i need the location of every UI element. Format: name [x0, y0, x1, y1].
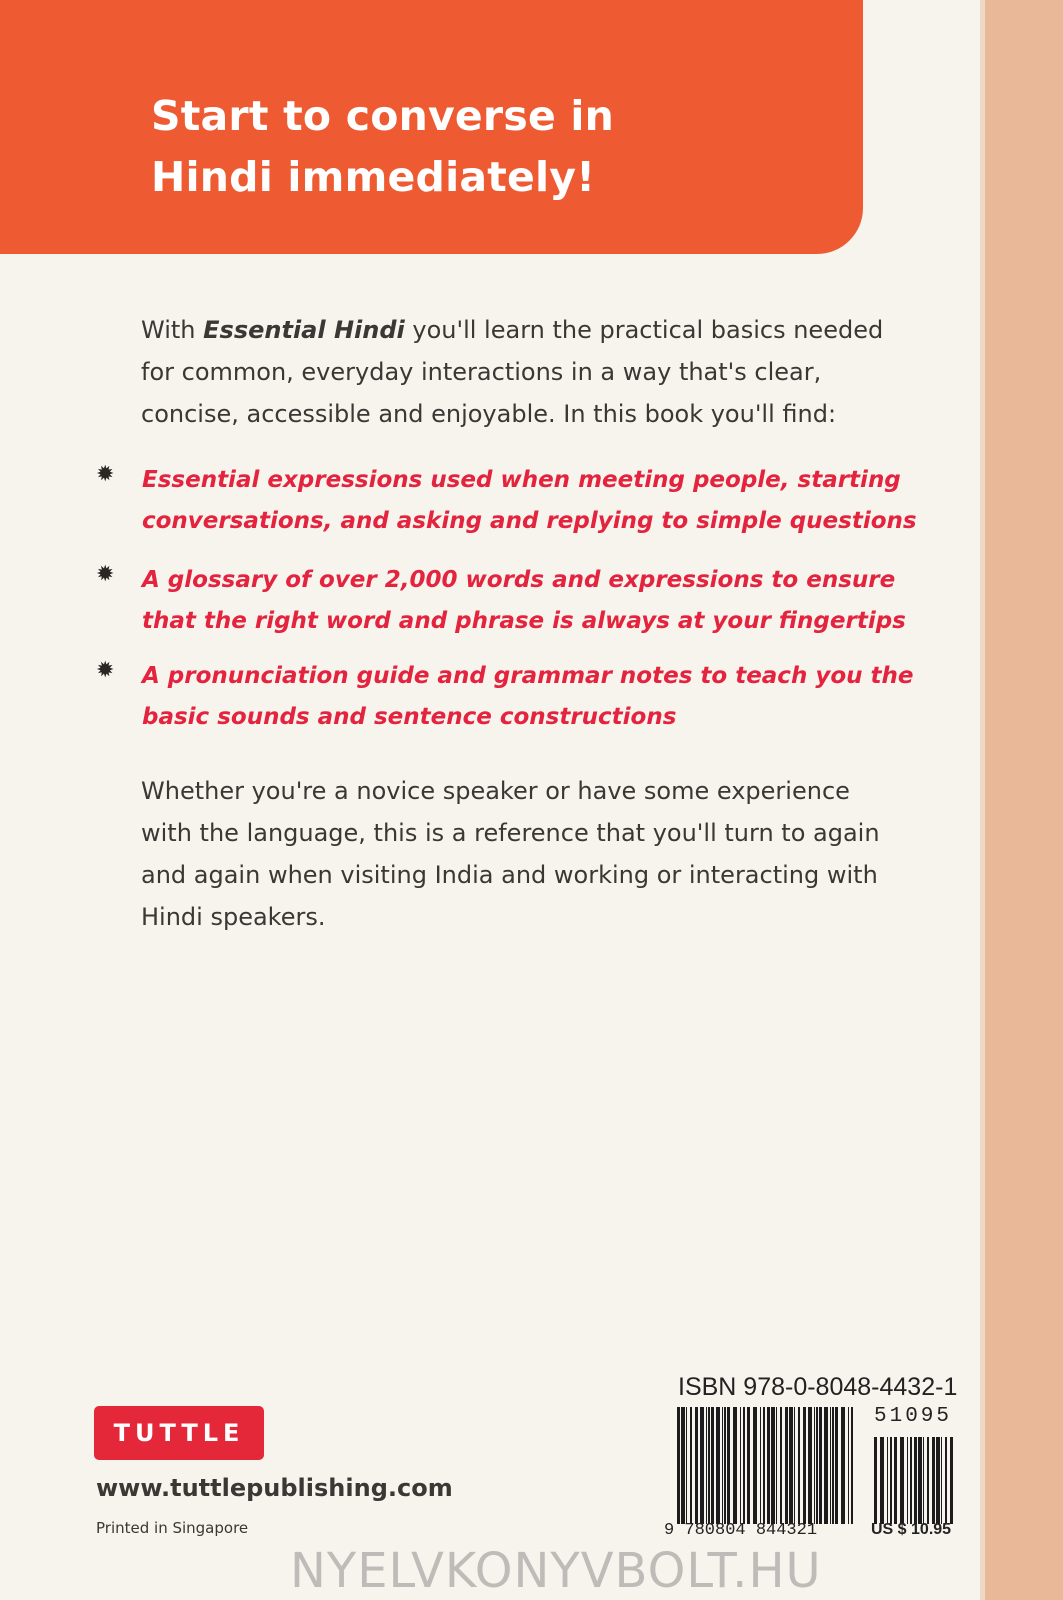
- outro-line-3: and again when visiting India and working or interacting with: [141, 861, 878, 889]
- barcode-bar: [950, 1437, 953, 1524]
- bullet-2-line-2: that the right word and phrase is always at your fingertips: [142, 608, 906, 634]
- bullet-3-line-1: A pronunciation guide and grammar notes to teach you the: [142, 663, 914, 689]
- barcode-bar: [677, 1407, 680, 1524]
- barcode-bar: [841, 1407, 845, 1524]
- intro-line-1: you'll learn the practical basics needed: [412, 316, 884, 344]
- barcode-bar: [945, 1437, 947, 1524]
- barcode-bar: [894, 1437, 897, 1524]
- barcode-bar: [700, 1407, 704, 1524]
- barcode-bar: [753, 1407, 757, 1524]
- outro-line-1: Whether you're a novice speaker or have some experience: [141, 777, 850, 805]
- barcode-bar: [890, 1437, 892, 1524]
- barcode-bar: [724, 1407, 726, 1524]
- barcode-bar: [789, 1407, 793, 1524]
- barcode-bar: [771, 1407, 775, 1524]
- barcode-bar: [681, 1407, 685, 1524]
- barcode-bar: [776, 1407, 777, 1524]
- barcode-bar: [743, 1407, 745, 1524]
- barcode-bar: [918, 1437, 922, 1524]
- barcode-bar: [923, 1437, 924, 1524]
- barcode-bar: [767, 1407, 770, 1524]
- barcode-bar: [708, 1407, 710, 1524]
- bullet-1-line-1: Essential expressions used when meeting people, starting: [142, 467, 901, 493]
- intro-line-2: for common, everyday interactions in a way that's clear,: [141, 358, 822, 386]
- flower-bullet-icon: ✹: [96, 462, 115, 487]
- intro-paragraph: [141, 309, 941, 435]
- barcode-bar: [835, 1407, 838, 1524]
- barcode-bar: [716, 1407, 720, 1524]
- book-title: Essential Hindi: [203, 316, 405, 344]
- barcode-bar: [706, 1407, 707, 1524]
- barcode-bar: [887, 1437, 888, 1524]
- publisher-logo: TUTTLE: [94, 1406, 264, 1460]
- barcode-bar: [780, 1407, 782, 1524]
- barcode-bar: [927, 1437, 929, 1524]
- flower-bullet-icon: ✹: [96, 562, 115, 587]
- barcode-bar: [936, 1437, 940, 1524]
- barcode-bar: [733, 1407, 737, 1524]
- barcode-bar: [794, 1407, 795, 1524]
- barcode-bar: [914, 1437, 917, 1524]
- flower-bullet-icon: ✹: [96, 658, 115, 683]
- barcode-bar: [824, 1407, 828, 1524]
- barcode-bar: [932, 1437, 935, 1524]
- printed-in: Printed in Singapore: [96, 1519, 249, 1537]
- isbn-label: ISBN 978-0-8048-4432-1: [678, 1373, 958, 1401]
- closing-paragraph: [141, 770, 941, 938]
- barcode-bar: [851, 1407, 853, 1524]
- intro-prefix: With: [141, 316, 196, 344]
- barcode-bar: [722, 1407, 723, 1524]
- barcode-bar: [910, 1437, 912, 1524]
- barcode-bar: [816, 1407, 818, 1524]
- barcode-bar: [880, 1437, 884, 1524]
- barcode-bar: [874, 1437, 877, 1524]
- bullet-3-line-2: basic sounds and sentence constructions: [142, 704, 677, 730]
- barcode-bar: [711, 1407, 714, 1524]
- barcode-bar: [740, 1407, 741, 1524]
- barcode-bar: [819, 1407, 822, 1524]
- outro-line-4: Hindi speakers.: [141, 903, 326, 931]
- headline-line-2: Hindi immediately!: [151, 153, 596, 201]
- barcode-bar: [814, 1407, 815, 1524]
- barcode-bar: [907, 1437, 908, 1524]
- ean-barcode: [677, 1407, 854, 1524]
- headline-line-1: Start to converse in: [151, 92, 615, 140]
- barcode-bar: [747, 1407, 750, 1524]
- barcode-bar: [900, 1437, 904, 1524]
- barcode-bar: [830, 1407, 831, 1524]
- barcode-bar: [690, 1407, 692, 1524]
- intro-line-3: concise, accessible and enjoyable. In this book you'll find:: [141, 400, 837, 428]
- addon-digits: 51095: [874, 1405, 953, 1428]
- barcode-bar: [727, 1407, 730, 1524]
- barcode-bar: [686, 1407, 687, 1524]
- barcode-bar: [763, 1407, 765, 1524]
- barcode-bar: [803, 1407, 806, 1524]
- addon-barcode: [874, 1437, 954, 1524]
- watermark: NYELVKONYVBOLT.HU: [290, 1543, 822, 1599]
- barcode-bar: [798, 1407, 800, 1524]
- barcode-bar: [760, 1407, 761, 1524]
- barcode-bar: [785, 1407, 788, 1524]
- barcode-bar: [695, 1407, 698, 1524]
- bullet-1-line-2: conversations, and asking and replying to simple questions: [142, 508, 917, 534]
- headline-banner: [0, 0, 863, 254]
- outro-line-2: with the language, this is a reference that you'll turn to again: [141, 819, 880, 847]
- barcode-bar: [808, 1407, 812, 1524]
- barcode-bar: [848, 1407, 849, 1524]
- publisher-website[interactable]: www.tuttlepublishing.com: [96, 1474, 453, 1502]
- spine-strip: [985, 0, 1063, 1600]
- barcode-bar: [941, 1437, 942, 1524]
- barcode-bar: [832, 1407, 834, 1524]
- ean-digits: 9 780804 844321: [664, 1521, 818, 1540]
- bullet-2-line-1: A glossary of over 2,000 words and expressions to ensure: [142, 567, 896, 593]
- price-label: US $ 10.95: [871, 1521, 952, 1538]
